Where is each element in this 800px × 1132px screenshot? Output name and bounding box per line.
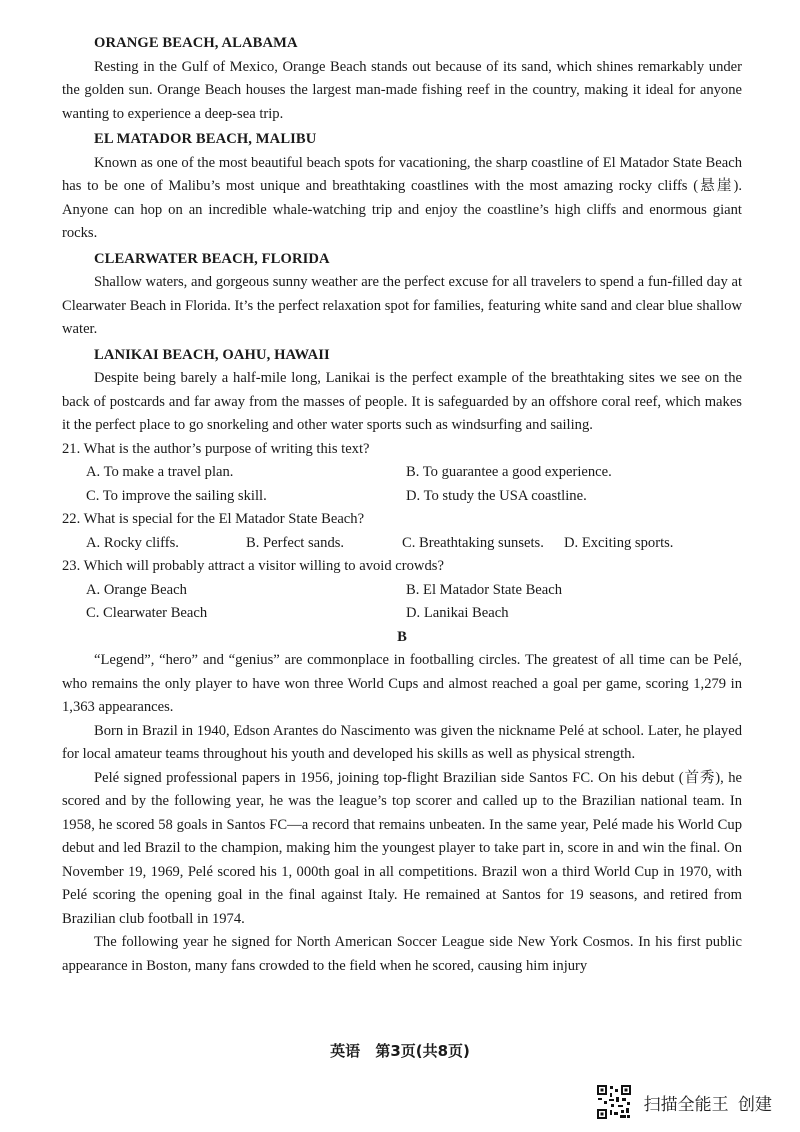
question-text: 21. What is the author’s purpose of writing this text? [62, 440, 370, 457]
section-text: Resting in the Gulf of Mexico, Orange Beach stands out because of its sand, which shines remarkably under the golden sun. Orange Beach houses the largest man-made fishing reef in the country, making it ideal for anyone wanting to experience a deep-sea trip. [62, 58, 742, 122]
answer-options [86, 579, 742, 626]
answer-options [86, 461, 742, 508]
question-21 [62, 438, 742, 509]
beach-section-orange [62, 32, 742, 126]
question-text: 23. Which will probably attract a visitor willing to avoid crowds? [62, 558, 444, 574]
passage-paragraph: “Legend”, “hero” and “genius” are commonplace in footballing circles. The greatest of all time can be Pelé, who remains the only player to have won three World Cups and almost reached a goal per game, scoring 1,279 in 1,363 appearances. [62, 652, 742, 715]
question-22 [62, 508, 742, 555]
option-b: B. To guarantee a good experience. [406, 464, 612, 480]
option-b: B. Perfect sands. [246, 534, 345, 551]
passage-paragraph: The following year he signed for North American Soccer League side New York Cosmos. In his first public appearance in Boston, many fans crowded to the field when he scored, causing him injury [62, 934, 742, 974]
footer-subject: 英语 [330, 1042, 361, 1060]
option-a: A. Rocky cliffs. [86, 534, 179, 551]
section-heading: CLEARWATER BEACH, FLORIDA [94, 250, 330, 267]
answer-options [86, 532, 742, 556]
page-footer [0, 1040, 800, 1061]
option-d: D. To study the USA coastline. [406, 487, 587, 504]
passage-paragraph: Pelé signed professional papers in 1956, joining top-flight Brazilian side Santos FC. On his debut (首秀), he scored and by the following year, he was the league’s top scorer and called up to the Brazilian national team. In 1958, he scored 58 goals in Santos FC—a record that remains unbeaten. In the same year, Pelé made his World Cup debut and led Brazil to the champion, making him the youngest player to take part in, score in and win the final. On November 19, 1969, Pelé scored his 1, 000th goal in all competitions. Brazil won a third World Cup in 1970, with Pelé scoring the opening goal in the final against Italy. He remained at Santos for 19 seasons, and retired from Brazilian club football in 1974. [62, 769, 742, 927]
option-d: D. Exciting sports. [564, 534, 674, 551]
option-a: A. Orange Beach [86, 581, 187, 598]
watermark-brand: 扫描全能王 [643, 1094, 729, 1115]
option-b: B. El Matador State Beach [406, 581, 563, 598]
section-text: Shallow waters, and gorgeous sunny weather are the perfect excuse for all travelers to spend a fun-filled day at Clearwater Beach in Florida. It’s the perfect relaxation spot for families, featuring white sand and clear blue shallow water. [62, 274, 742, 337]
option-c: C. Breathtaking sunsets. [402, 534, 544, 551]
scanner-watermark [596, 1084, 772, 1120]
section-heading: EL MATADOR BEACH, MALIBU [94, 131, 317, 147]
qr-code-icon [596, 1084, 632, 1120]
option-d: D. Lanikai Beach [406, 605, 509, 621]
passage-paragraph: Born in Brazil in 1940, Edson Arantes do Nascimento was given the nickname Pelé at school. Later, he played for local amateur teams throughout his youth and developed his skills as well as physical strength. [62, 722, 742, 762]
footer-page-number: 第3页(共8页) [375, 1042, 470, 1060]
option-c: C. Clearwater Beach [86, 605, 208, 621]
section-heading: LANIKAI BEACH, OAHU, HAWAII [94, 346, 330, 363]
beach-section-el-matador [62, 128, 742, 246]
option-c: C. To improve the sailing skill. [86, 487, 267, 504]
section-heading: ORANGE BEACH, ALABAMA [94, 35, 298, 51]
passage-b [62, 649, 742, 978]
beach-section-lanikai [62, 344, 742, 438]
section-text: Despite being barely a half-mile long, Lanikai is the perfect example of the breathtaking sites we see on the back of postcards and far away from the masses of people. It is safeguarded by an offshore coral reef, which makes it the perfect place to go snorkeling and other water sports such as windsurfing and sailing. [62, 370, 742, 433]
question-text: 22. What is special for the El Matador State Beach? [62, 511, 365, 527]
question-23 [62, 555, 742, 626]
section-text: Known as one of the most beautiful beach spots for vacationing, the sharp coastline of El Matador State Beach has to be one of Malibu’s most unique and breathtaking coastlines with the most amazing rocky cliffs (悬崖). Anyone can hop on an incredible whale-watching trip and enjoy the coastline’s high cliffs and enormous giant rocks. [62, 154, 742, 241]
option-a: A. To make a travel plan. [86, 464, 234, 480]
section-b-letter: B [397, 628, 407, 645]
beach-section-clearwater [62, 248, 742, 342]
page-content [62, 30, 742, 978]
watermark-action: 创建 [738, 1094, 772, 1115]
watermark-text [640, 1090, 772, 1115]
